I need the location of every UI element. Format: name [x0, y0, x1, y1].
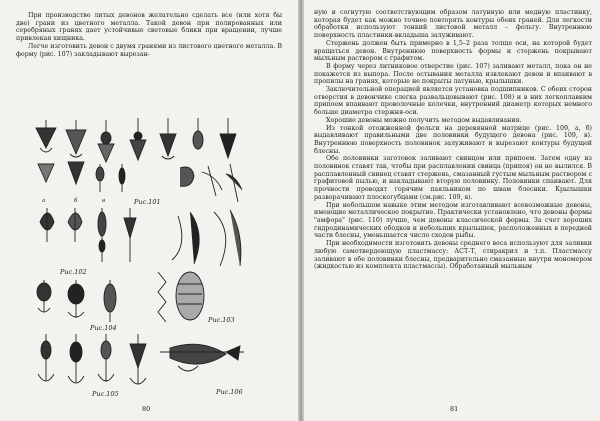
right-paragraph: Из тонкой отожженной фольги на деревянной матрице (рис. 109, а, б) выдавливают правильными две половинки будущего девона (рис. 109, в). Внутреннюю поверхность половинок залуживают и вырезают контуры будущей блесны. — [314, 124, 592, 155]
fig101-sub-b: б — [74, 198, 78, 204]
fig102-lures — [40, 208, 241, 266]
fig101-caption: Рис.101 — [134, 198, 161, 206]
lure-figure-svg — [30, 112, 260, 402]
fig101-lures — [36, 118, 236, 162]
right-paragraph: Обе половинки заготовок заливают свинцом или припоем. Затем одну из половинок ставят так, чтобы при расплавлении свинца (припоя) он не вылился. В расплавленный свинец ставят стержень, смазанный густым мыльным раствором с графитовой пылью, и накладывают вторую половинку. Половинки спаивают. Для прочности проводят горячим паяльником по швам блеснки. Крылышки разворачивают плоскогубцами (см.рис. 109, в). — [314, 155, 592, 201]
right-paragraph: Стержень должен быть примерно в 1,5–2 раза толще оси, на которой будет вращаться девон. Внутреннюю поверхность формы и стержень покрывают мыльным раствором с графитом. — [314, 39, 592, 63]
left-paragraph: Легче изготовить девон с двумя гранями из листового цветного металла. В форму (рис. 107) закладывают вырезан- — [16, 42, 282, 58]
fig106-lure — [160, 344, 244, 371]
right-paragraph: В форму через литниковое отверстие (рис. 107) заливают металл, пока он не покажется из выпора. После остывания металла извлекают девон и впаивают в пропилы на гранях, которые не покрыты латунью, крылышки. — [314, 62, 592, 86]
right-page — [304, 0, 600, 421]
fig104-caption: Рис.104 — [90, 324, 117, 332]
right-paragraph: ную и согнутую соответствующим образом латунную или медную пластинку, которая будет как можно точнее повторять контуры обеих граней. Для легкости обработки используют тонкий листовой металл – фольгу. Внутреннюю поверхность пластинки-вкладыша залуживают. — [314, 9, 592, 40]
fig101-sub-a: а — [42, 198, 46, 204]
lure-illustrations — [30, 112, 260, 402]
fig105-caption: Рис.105 — [92, 390, 119, 398]
left-page-text — [16, 12, 282, 58]
right-paragraph: Хорошие девоны можно получить методом выдавливания. — [326, 116, 522, 124]
right-paragraph: Заключительной операцией является установка подшипников. С обеих сторон отверстия в девончике слегка развальцовывают (рис. 108) и в них легкоплавким припоем впаивают проволочные колечки, внутренний диаметр которых немного больше диаметра стержня-оси. — [314, 86, 592, 117]
left-page — [0, 0, 298, 421]
fig104-lures — [37, 272, 204, 322]
right-paragraph: При необходимости изготовить девоны среднего веса используют для заливки любую самотвердеющую пластмассу: АСТ-Т, стиракрил и т.п. Пластмассу заливают в обе половинки блесны, предварительно смазанные внутри мономером (жидкостью из комплекта пластмассы). Обработанный мыльным — [314, 240, 592, 271]
fig101-parts — [38, 162, 242, 202]
fig101-sub-v: в — [102, 198, 106, 204]
right-paragraph: При небольшом навыке этим методом изготавливают всевозможные девоны, имеющие металлическое покрытие. Практически установлено, что девоны формы "амфора" (рис. 110) лучше, чем девоны классической формы. За счет хороших гидродинамических ободков и небольших крылышек, расположенных в передней части блесны, уменьшается число сходов рыбы. — [314, 201, 592, 240]
fig105-lures — [38, 334, 146, 384]
right-page-number: 81 — [450, 405, 459, 413]
fig102-caption: Рис.102 — [60, 268, 87, 276]
fig103-caption: Рис.103 — [208, 316, 235, 324]
fig106-caption: Рис.106 — [216, 388, 243, 396]
left-page-number: 80 — [142, 405, 151, 413]
right-page-text — [314, 9, 592, 271]
left-paragraph: При производстве литых девонов желательно сделать все (или хотя бы две) грани из цветного металла. Такой девон при полированных или серебряных гранях дает устойчивые световые блики при вращении, лучше привлекая хищника. — [16, 12, 282, 43]
